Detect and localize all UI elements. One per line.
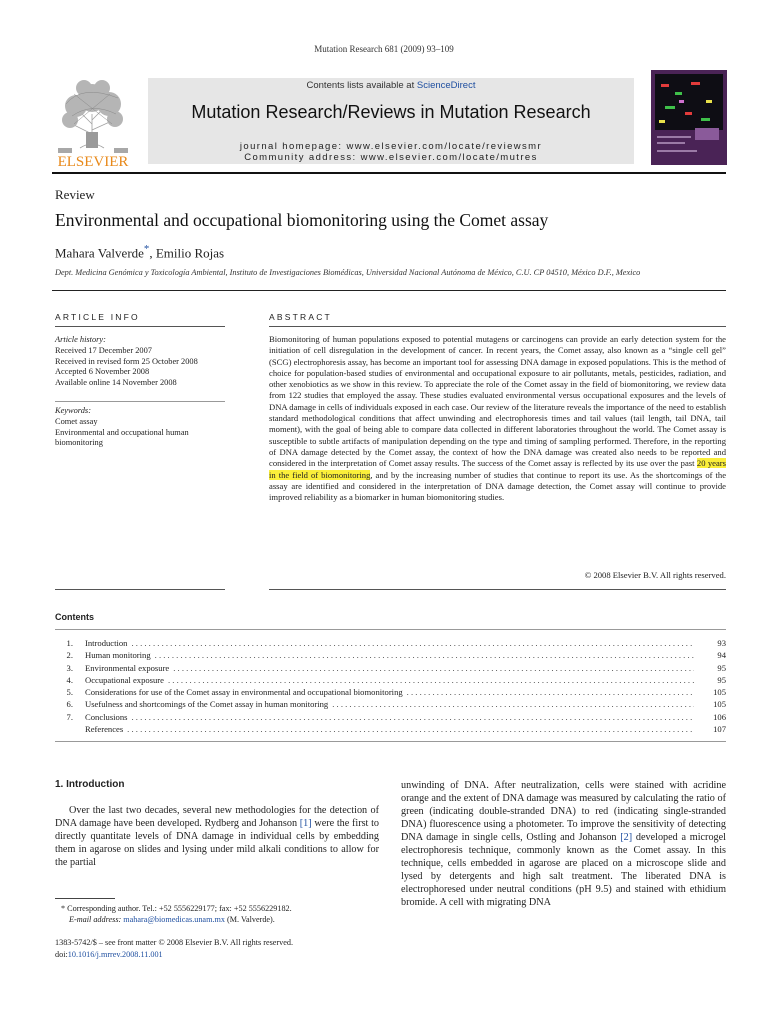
toc-page-number[interactable]: 95: [717, 674, 726, 685]
elsevier-wordmark: ELSEVIER: [57, 154, 129, 168]
doi-line: [55, 949, 385, 961]
citation-link-1[interactable]: [1]: [299, 818, 312, 829]
issn-line: 1383-5742/$ – see front matter © 2008 Elsevier B.V. All rights reserved.: [55, 938, 294, 947]
abstract-body: [269, 334, 726, 503]
toc-title[interactable]: Conclusions: [85, 711, 128, 722]
toc-page-number[interactable]: 94: [717, 650, 726, 661]
toc-number: 5.: [66, 687, 73, 698]
doi-link[interactable]: 10.1016/j.mrrev.2008.11.001: [67, 949, 163, 959]
affiliation: Dept. Medicina Genómica y Toxicología Ambiental, Instituto de Investigaciones Biomédicas, Universidad Nacional Autónoma de México, C.U. CP 04510, México D.F., Mexico: [55, 268, 641, 277]
elsevier-logo: [52, 74, 134, 168]
toc-row[interactable]: [55, 699, 726, 711]
toc-title[interactable]: Occupational exposure: [85, 674, 164, 685]
toc-row[interactable]: [55, 663, 726, 675]
toc-page-number[interactable]: 105: [713, 687, 726, 698]
footnote-star: *: [61, 904, 66, 913]
journal-citation: Mutation Research 681 (2009) 93–109: [314, 44, 454, 54]
paragraph-text: were the first to directly quantitate levels of DNA damage in individual cells by embedding them in agarose on slides and lysing under mild alkali conditions to allow for the partial: [55, 818, 379, 868]
paragraph-text: developed a microgel electrophoresis technique, commonly known as the Comet assay. In this technique, cells embedded in agarose are placed on a microscope slide and lysed by detergents and high salt treatment. The liberated DNA is electrophoresed under neutral conditions (pH 9.5) and stained with ethidium bromide. A cell with migrating DNA: [401, 832, 726, 908]
table-of-contents: [55, 638, 726, 736]
article-info-heading: ARTICLE INFO: [55, 312, 140, 322]
toc-leader-dots: [407, 687, 694, 697]
toc-title[interactable]: Usefulness and shortcomings of the Comet assay in human monitoring: [85, 699, 329, 710]
elsevier-tree-icon: [52, 74, 134, 168]
journal-homepage[interactable]: journal homepage: www.elsevier.com/locate/reviewsmr: [239, 141, 543, 152]
abstract-divider: [269, 326, 726, 327]
section-heading-introduction: 1. Introduction: [55, 779, 125, 790]
toc-leader-dots: [132, 712, 695, 722]
contents-top-rule: [55, 629, 726, 630]
footnote: [55, 903, 379, 925]
body-column-right: [401, 779, 726, 909]
abstract-text-end: , and by the increasing number of studies that continue to report its use. As the shortcomings of the assay are identified and considered in the interpretation of DNA damage detection, the Comet assay will continue to provide improved reliability as a biomarker in human biomonitoring studies.: [269, 469, 727, 503]
toc-title[interactable]: Human monitoring: [85, 650, 151, 661]
toc-page-number[interactable]: 106: [713, 711, 726, 722]
history-label: Article history:: [55, 335, 106, 344]
journal-title: Mutation Research/Reviews in Mutation Research: [191, 102, 591, 122]
toc-row[interactable]: [55, 687, 726, 699]
toc-leader-dots: [127, 724, 694, 734]
email-label: E-mail address:: [69, 915, 124, 924]
toc-title[interactable]: Environmental exposure: [85, 662, 170, 673]
contents-heading: Contents: [55, 612, 94, 622]
footnote-email-line: [55, 914, 379, 925]
article-type: Review: [55, 187, 95, 202]
toc-number: 7.: [66, 711, 73, 722]
article-history: [55, 335, 225, 389]
doi-label: doi:: [55, 949, 68, 959]
toc-title[interactable]: Introduction: [85, 638, 128, 648]
highlighted-text[interactable]: 20 years in the field of biomonitoring: [269, 458, 726, 480]
abstract-copyright: © 2008 Elsevier B.V. All rights reserved.: [584, 570, 726, 580]
toc-leader-dots: [173, 663, 694, 673]
toc-number: 6.: [66, 699, 73, 710]
article-title: Environmental and occupational biomonitoring using the Comet assay: [55, 210, 549, 230]
contents-available-text: Contents lists available at: [306, 80, 417, 91]
footnote-corresponding: [55, 903, 379, 914]
toc-row[interactable]: [55, 724, 726, 736]
email-link[interactable]: mahara@biomedicas.unam.mx: [123, 915, 225, 924]
toc-leader-dots: [131, 638, 694, 648]
keyword-item: Environmental and occupational human biomonitoring: [55, 427, 189, 448]
contents-bottom-rule: [55, 741, 726, 742]
footnote-rule: [55, 898, 115, 899]
history-accepted: Accepted 6 November 2008: [55, 367, 150, 377]
toc-leader-dots: [168, 675, 694, 685]
paragraph: [55, 804, 379, 869]
article-info-divider: [55, 326, 225, 327]
keyword-item: Comet assay: [55, 416, 98, 426]
citation-link-2[interactable]: [2]: [620, 832, 633, 843]
toc-leader-dots: [155, 650, 694, 660]
toc-row[interactable]: [55, 638, 726, 650]
front-matter-info: [55, 937, 385, 960]
keywords: [55, 406, 225, 449]
toc-title[interactable]: References: [85, 724, 124, 735]
history-received: Received 17 December 2007: [55, 345, 152, 355]
abstract-bottom-rule: [269, 589, 726, 590]
history-revised: Received in revised form 25 October 2008: [55, 356, 198, 366]
toc-number: 1.: [66, 638, 73, 648]
toc-row[interactable]: [55, 675, 726, 687]
toc-number: 3.: [66, 662, 73, 673]
paragraph-text: unwinding of DNA. After neutralization, cells were stained with acridine orange and the extent of DNA damage was measured by calculating the ratio of green (indicating double-stranded DNA) to red (indicating single-stranded DNA) fluorescence using a photometer. To improve the sensitivity of detecting DNA damage in single cells, Ostling and Johanson: [401, 780, 726, 843]
email-suffix: (M. Valverde).: [224, 915, 275, 924]
toc-row[interactable]: [55, 650, 726, 662]
keywords-divider: [55, 401, 225, 402]
sciencedirect-link[interactable]: ScienceDirect: [416, 80, 476, 91]
toc-title[interactable]: Considerations for use of the Comet assay in environmental and occupational biomonitoring: [85, 687, 403, 698]
footnote-contact: Corresponding author. Tel.: +52 5556229177; fax: +52 5556229182.: [65, 904, 292, 913]
toc-number: 4.: [66, 674, 73, 685]
history-online: Available online 14 November 2008: [55, 378, 177, 388]
paragraph-text: Over the last two decades, several new methodologies for the detection of DNA damage have been developed. Rydberg and Johanson: [55, 805, 379, 829]
toc-row[interactable]: [55, 712, 726, 724]
community-address[interactable]: Community address: www.elsevier.com/locate/mutres: [244, 152, 538, 163]
toc-number: 2.: [66, 650, 73, 661]
author-list: [55, 243, 224, 261]
abstract-heading: ABSTRACT: [269, 312, 332, 322]
contents-available: [148, 80, 634, 91]
body-column-left: [55, 804, 379, 869]
corresponding-author-marker[interactable]: *: [143, 243, 150, 255]
article-info-bottom-rule: [55, 589, 225, 590]
paragraph: [401, 779, 726, 909]
toc-page-number[interactable]: 93: [717, 638, 726, 648]
toc-leader-dots: [332, 699, 694, 709]
journal-cover-image: [651, 70, 727, 165]
author-rojas: , Emilio Rojas: [149, 245, 225, 261]
section-divider: [52, 290, 726, 291]
author-valverde: Mahara Valverde: [55, 245, 144, 261]
toc-page-number[interactable]: 95: [717, 662, 726, 673]
toc-page-number[interactable]: 107: [713, 724, 726, 735]
header-divider: [52, 172, 726, 174]
toc-page-number[interactable]: 105: [713, 699, 726, 710]
keywords-label: Keywords:: [55, 406, 91, 415]
abstract-text: Biomonitoring of human populations exposed to potential mutagens or carcinogens can provide an early detection system for the initiation of cell disregulation in the development of cancer. In recent years, the Comet assay, also known as a “single cell gel” (SCG) electrophoresis assay, has become an important tool for assessing DNA damage in exposed populations. This is the method of choice for population-based studies of environmental and occupational exposure to air pollutants, metals, pesticides, radiation, and other xenobiotics as we show in this review. To appreciate the role of the Comet assay in the field of biomonitoring, we review data from 122 studies that employed the assay. These studies evaluated environmental versus occupational exposures and the levels of DNA damage in cells of individuals exposed in each case. Our review of the literature reveals the importance of the need to establish standard methodological conditions that affect unwinding and electrophoresis times and tail values (tail length, tail DNA, tail moment), with the goal of being able to compare data collected in different laboratories throughout the world. The Comet assay is susceptible to subtle artifacts of manipulation depending on the type and timing of sampling performed. Therefore, in the reporting of DNA damage detected by the Comet assay, the context of how the DNA damage was created also needs to be reported and considered in the interpretation of Comet assay results. The success of the Comet assay is reflected by its use over the past: [269, 334, 726, 469]
